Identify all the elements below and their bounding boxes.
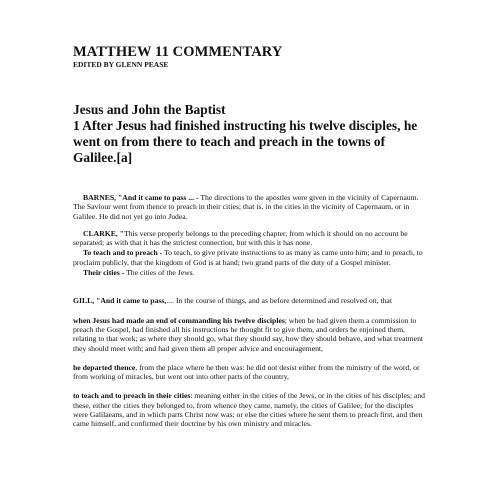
their-cities-paragraph bbox=[73, 268, 428, 277]
barnes-text: The directions to the apostles were given in the vicinity of Capernaum. The Saviour went from thence to preach in their cities; that is, in the cities in the vicinity of Capernaum, or in Galilee. He did not yet go into Judea. bbox=[73, 193, 419, 221]
document-editor: EDITED BY GLENN PEASE bbox=[73, 60, 169, 69]
gill-text: .... In the course of things, and as before determined and resolved on, that bbox=[166, 296, 392, 306]
when-jesus-paragraph bbox=[73, 316, 428, 353]
clarke-lead: CLARKE, " bbox=[83, 228, 125, 238]
document-title: MATTHEW 11 COMMENTARY bbox=[73, 44, 283, 60]
when-jesus-lead: when Jesus had made an end of commanding his twelve disciples bbox=[73, 315, 285, 325]
preach-cities-paragraph bbox=[73, 391, 428, 428]
scripture-verse: 1 After Jesus had finished instructing his twelve disciples, he went on from there to teach and preach in the towns of Galilee.[a] bbox=[73, 118, 418, 165]
their-cities-text: The cities of the Jews. bbox=[124, 268, 195, 278]
teach-preach-paragraph bbox=[73, 248, 428, 267]
their-cities-lead: Their cities - bbox=[83, 268, 125, 278]
clarke-paragraph bbox=[73, 229, 428, 248]
commentary-page bbox=[73, 44, 428, 429]
teach-preach-text: To teach, to give private instructions to as many as came unto him; and to preach, to proclaim publicly, that the kingdom of God is at hand; two grand parts of the duty of a Gospel minister. bbox=[73, 248, 423, 267]
clarke-text: This verse properly belongs to the preceding chapter, from which it should on no account be separated; as with that it has the strictest connection, but with this it has none. bbox=[73, 228, 408, 248]
teach-preach-lead: To teach and to preach - bbox=[83, 248, 163, 258]
departed-paragraph bbox=[73, 363, 428, 382]
preach-cities-lead: to teach and to preach in their cities bbox=[73, 391, 191, 401]
departed-text: , from the place where he then was: he did not desist either from the ministry of the word, or from working of miracles, but went out into other parts of the country, bbox=[73, 362, 420, 382]
barnes-lead: BARNES, "And it came to pass ... - bbox=[83, 193, 199, 202]
when-jesus-text: ; when he had given them a commission to preach the Gospel, had finished all his instructions he thought fit to give them, and orders he enjoined them, relating to that work; as where they should go, what they should say, how they should behave, and what treatment they should meet with; and had given them all proper advice and encouragement, bbox=[73, 315, 424, 353]
gill-lead: GILL, "And it came to pass, bbox=[73, 296, 167, 306]
gill-paragraph bbox=[73, 296, 428, 305]
departed-lead: he departed thence bbox=[73, 362, 136, 372]
preach-cities-text: : meaning either in the cities of the Jews, or in the cities of his disciples; and these, either the cities they belonged to, from whence they came, namely, the cities of Galilee; for the disciples were Galilaeans, and in which parts Christ now was; or else the cities where he sent them to preach first, and then came himself, and confirmed their doctrine by his own ministry and miracles. bbox=[73, 391, 426, 429]
barnes-paragraph bbox=[73, 193, 428, 221]
section-heading: Jesus and John the Baptist bbox=[73, 102, 226, 117]
